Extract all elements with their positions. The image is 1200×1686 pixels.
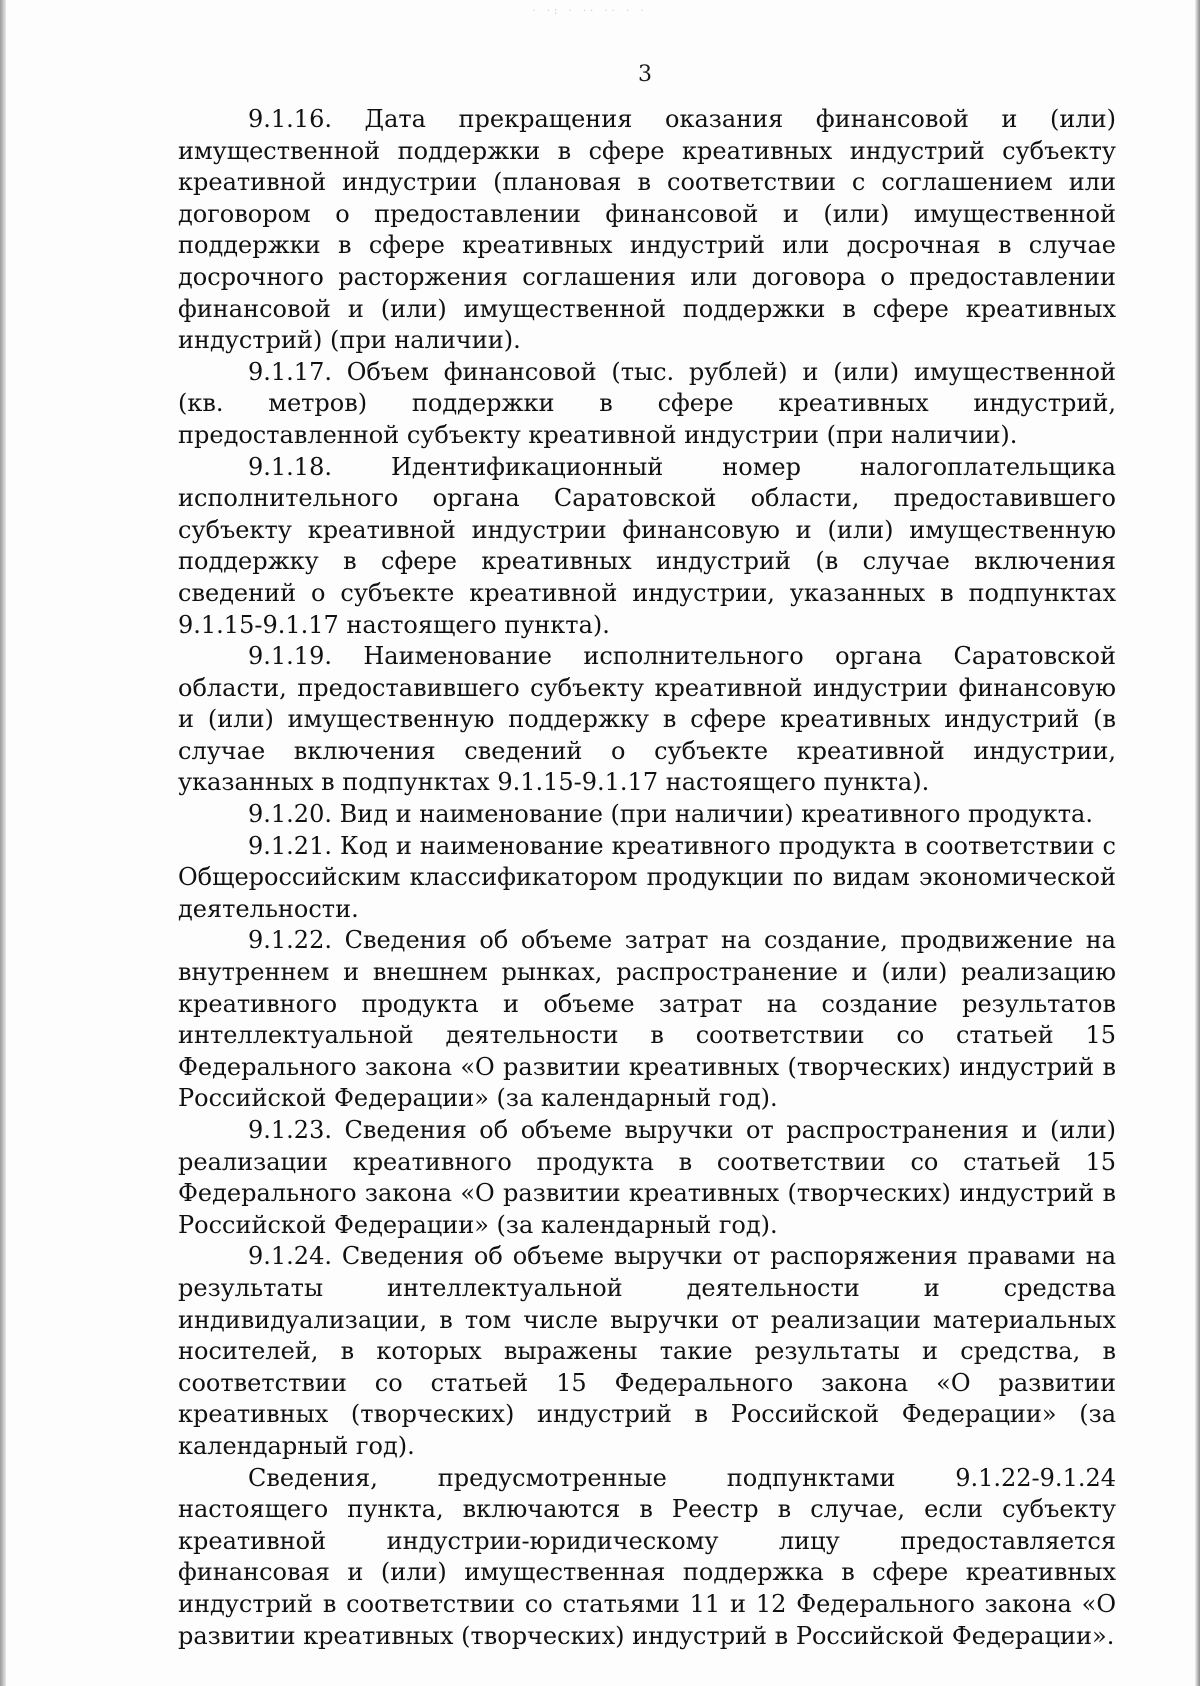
scan-artifact: · ·: · ·· ·· · · xyxy=(532,6,648,17)
paragraph-9-1-18: 9.1.18. Идентификационный номер налогоплательщика исполнительного органа Саратовской области, предоставившего субъекту креативной индустрии финансовую и (или) имущественную поддержку в сфере креативных индустрий (в случае включения сведений о субъекте креативной индустрии, указанных в подпунктах 9.1.15-9.1.17 настоящего пункта). xyxy=(178,452,1116,639)
paragraph-9-1-20: 9.1.20. Вид и наименование (при наличии) креативного продукта. xyxy=(248,800,1093,829)
paragraph-9-1-19: 9.1.19. Наименование исполнительного органа Саратовской области, предоставившего субъекту креативной индустрии финансовую и (или) имущественную поддержку в сфере креативных индустрий (в случае включения сведений о субъекте креативной индустрии, указанных в подпунктах 9.1.15-9.1.17 настоящего пункта). xyxy=(178,642,1116,797)
paragraph-9-1-17: 9.1.17. Объем финансовой (тыс. рублей) и (или) имущественной (кв. метров) поддержки в сфере креативных индустрий, предоставленной субъекту креативной индустрии (при наличии). xyxy=(178,357,1116,449)
paragraph-9-1-24: 9.1.24. Сведения об объеме выручки от распоряжения правами на результаты интеллектуальной деятельности и средства индивидуализации, в том числе выручки от реализации материальных носителей, в которых выражены такие результаты и средства, в соответствии со статьей 15 Федерального закона «О развитии креативных (творческих) индустрий в Российской Федерации» (за календарный год). xyxy=(178,1242,1116,1460)
scan-right-edge xyxy=(1195,0,1200,1686)
paragraph-9-1-16: 9.1.16. Дата прекращения оказания финансовой и (или) имущественной поддержки в сфере креативных индустрий субъекту креативной индустрии (плановая в соответствии с соглашением или договором о предоставлении финансовой и (или) имущественной поддержки в сфере креативных индустрий или досрочная в случае досрочного расторжения соглашения или договора о предоставлении финансовой и (или) имущественной поддержки в сфере креативных индустрий) (при наличии). xyxy=(178,105,1116,355)
paragraph-closing-note: Сведения, предусмотренные подпунктами 9.1.22-9.1.24 настоящего пункта, включаются в Реестр в случае, если субъекту креативной индустрии-юридическому лицу предоставляется финансовая и (или) имущественная поддержка в сфере креативных индустрий в соответствии со статьями 11 и 12 Федерального закона «О развитии креативных (творческих) индустрий в Российской Федерации». xyxy=(178,1463,1116,1650)
scan-left-edge xyxy=(0,0,6,1686)
document-body xyxy=(178,104,1116,1652)
paragraph-9-1-22: 9.1.22. Сведения об объеме затрат на создание, продвижение на внутреннем и внешнем рынках, распространение и (или) реализацию креативного продукта и объеме затрат на создание результатов интеллектуальной деятельности в соответствии со статьей 15 Федерального закона «О развитии креативных (творческих) индустрий в Российской Федерации» (за календарный год). xyxy=(178,926,1116,1113)
paragraph-9-1-21: 9.1.21. Код и наименование креативного продукта в соответствии с Общероссийским классификатором продукции по видам экономической деятельности. xyxy=(178,831,1116,923)
paragraph-9-1-23: 9.1.23. Сведения об объеме выручки от распространения и (или) реализации креативного продукта в соответствии со статьей 15 Федерального закона «О развитии креативных (творческих) индустрий в Российской Федерации» (за календарный год). xyxy=(178,1116,1116,1239)
page-number: 3 xyxy=(638,62,652,87)
